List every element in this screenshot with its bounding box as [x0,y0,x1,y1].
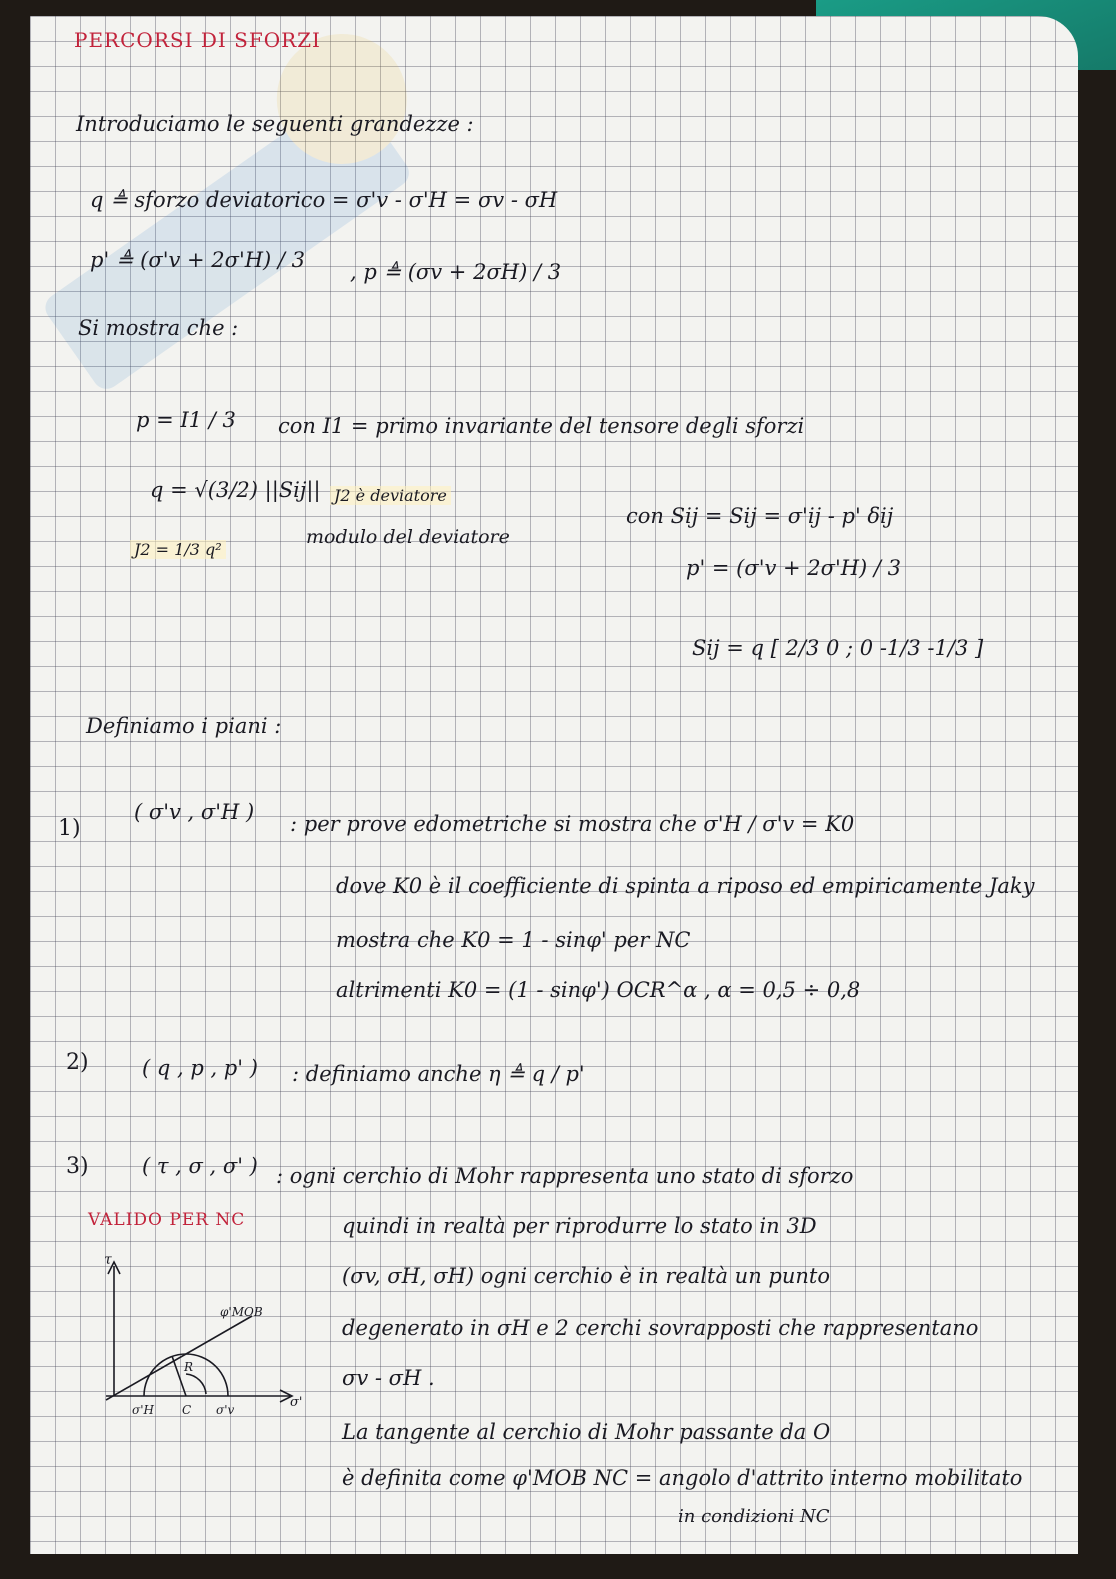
sij-definition: con Sij = Sij = σ'ij - p' δij [626,504,894,528]
phi-tangent-line [106,1316,252,1400]
plane1-axes: ( σ'v , σ'H ) [134,800,255,824]
plane1-line4: altrimenti K0 = (1 - sinφ') OCR^α , α = 0,5 ÷ 0,8 [336,978,861,1002]
plane1-number: 1) [58,816,81,841]
plane3-line4: degenerato in σH e 2 cerchi sovrapposti che rappresentano [342,1316,979,1340]
plane3-axes: ( τ , σ , σ' ) [142,1154,258,1178]
j2-deviator-note: J2 è deviatore [330,486,451,505]
plane2-axes: ( q , p , p' ) [142,1056,258,1080]
sij-matrix: Sij = q [ 2/3 0 ; 0 -1/3 -1/3 ] [692,636,984,660]
modulo-label: modulo del deviatore [306,526,510,548]
definiamo-piani: Definiamo i piani : [86,714,282,738]
p-equation: p = I1 / 3 [136,408,236,432]
center-label: C [182,1403,192,1416]
p-prime-repeat: p' = (σ'v + 2σ'H) / 3 [686,556,902,580]
page-title: PERCORSI DI SFORZI [74,28,321,52]
plane3-line2: quindi in realtà per riprodurre lo stato in 3D [342,1214,817,1238]
sigma-v-label: σ'v [216,1403,235,1416]
plane1-line2: dove K0 è il coefficiente di spinta a riposo ed empiricamente Jaky [336,874,1035,898]
def-p-prime: p' ≜ (σ'v + 2σ'H) / 3 [90,248,306,272]
plane1-line1: : per prove edometriche si mostra che σ'H / σ'v = K0 [290,812,855,836]
plane3-number: 3) [66,1154,89,1179]
plane2-line1: : definiamo anche η ≜ q / p' [292,1062,585,1086]
intro-text: Introduciamo le seguenti grandezze : [76,112,474,136]
tau-label: τ [104,1252,112,1268]
plane2-number: 2) [66,1050,89,1075]
sigma-h-label: σ'H [132,1403,154,1416]
p-equation-desc: con I1 = primo invariante del tensore degli sforzi [278,414,805,438]
j2-note: J2 = 1/3 q² [130,540,226,559]
plane3-line6: La tangente al cerchio di Mohr passante da O [342,1420,831,1444]
def-q: q ≜ sforzo deviatorico = σ'v - σ'H = σv - σH [90,188,558,212]
si-mostra-text: Si mostra che : [78,316,239,340]
def-p: , p ≜ (σv + 2σH) / 3 [350,260,562,284]
plane1-line3: mostra che K0 = 1 - sinφ' per NC [336,928,691,952]
notebook-page [30,16,1078,1554]
phi-mob-label: φ'MOB [220,1305,263,1319]
inner-arc [186,1374,206,1394]
plane3-line7: è definita come φ'MOB NC = angolo d'attrito interno mobilitato [342,1466,1023,1490]
plane3-line8: in condizioni NC [678,1506,830,1527]
valido-per-nc-label: VALIDO PER NC [88,1210,246,1230]
plane3-line1: : ogni cerchio di Mohr rappresenta uno stato di sforzo [276,1164,854,1188]
plane3-line5: σv - σH . [342,1366,435,1390]
q-equation: q = √(3/2) ||Sij|| [150,478,321,502]
radius-label: R [184,1360,194,1374]
mohr-circle-diagram [102,1246,302,1416]
sigma-label: σ' [290,1395,302,1410]
plane3-line3: (σv, σH, σH) ogni cerchio è in realtà un punto [342,1264,830,1288]
